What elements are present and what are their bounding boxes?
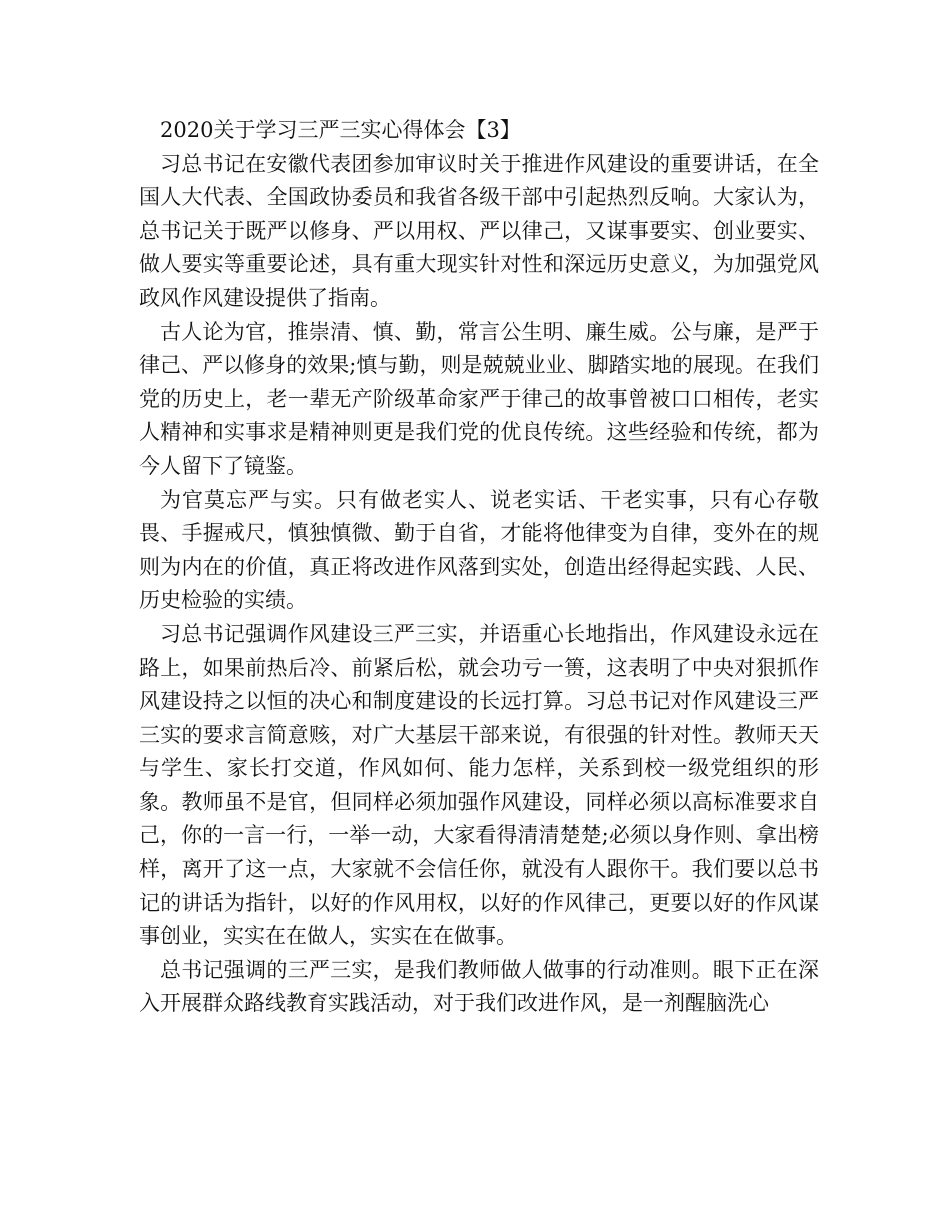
paragraph-1: 习总书记在安徽代表团参加审议时关于推进作风建设的重要讲话，在全国人大代表、全国政协委员和我省各级干部中引起热烈反响。大家认为，总书记关于既严以修身、严以用权、严以律己，又谋事要实、创业要实、做人要实等重要论述，具有重大现实针对性和深远历史意义，为加强党风政风作风建设提供了指南。 bbox=[139, 151, 819, 310]
paragraph-2: 古人论为官，推崇清、慎、勤，常言公生明、廉生威。公与廉，是严于律己、严以修身的效果;慎与勤，则是兢兢业业、脚踏实地的展现。在我们党的历史上，老一辈无产阶级革命家严于律己的故事曾被口口相传，老实人精神和实事求是精神则更是我们党的优良传统。这些经验和传统，都为今人留下了镜鉴。 bbox=[139, 319, 819, 478]
document-body bbox=[139, 114, 819, 1021]
paragraph-4: 习总书记强调作风建设三严三实，并语重心长地指出，作风建设永远在路上，如果前热后冷、前紧后松，就会功亏一篑，这表明了中央对狠抓作风建设持之以恒的决心和制度建设的长远打算。习总书记对作风建设三严三实的要求言简意赅，对广大基层干部来说，有很强的针对性。教师天天与学生、家长打交道，作风如何、能力怎样，关系到校一级党组织的形象。教师虽不是官，但同样必须加强作风建设，同样必须以高标准要求自己，你的一言一行，一举一动，大家看得清清楚楚;必须以身作则、拿出榜样，离开了这一点，大家就不会信任你，就没有人跟你干。我们要以总书记的讲话为指针，以好的作风用权，以好的作风律己，更要以好的作风谋事创业，实实在在做人，实实在在做事。 bbox=[139, 621, 819, 949]
paragraph-3: 为官莫忘严与实。只有做老实人、说老实话、干老实事，只有心存敬畏、手握戒尺，慎独慎微、勤于自省，才能将他律变为自律，变外在的规则为内在的价值，真正将改进作风落到实处，创造出经得起实践、人民、历史检验的实绩。 bbox=[139, 487, 819, 613]
paragraph-5: 总书记强调的三严三实，是我们教师做人做事的行动准则。眼下正在深入开展群众路线教育实践活动，对于我们改进作风，是一剂醒脑洗心 bbox=[139, 957, 819, 1016]
document-title: 2020关于学习三严三实心得体会【3】 bbox=[160, 118, 521, 142]
